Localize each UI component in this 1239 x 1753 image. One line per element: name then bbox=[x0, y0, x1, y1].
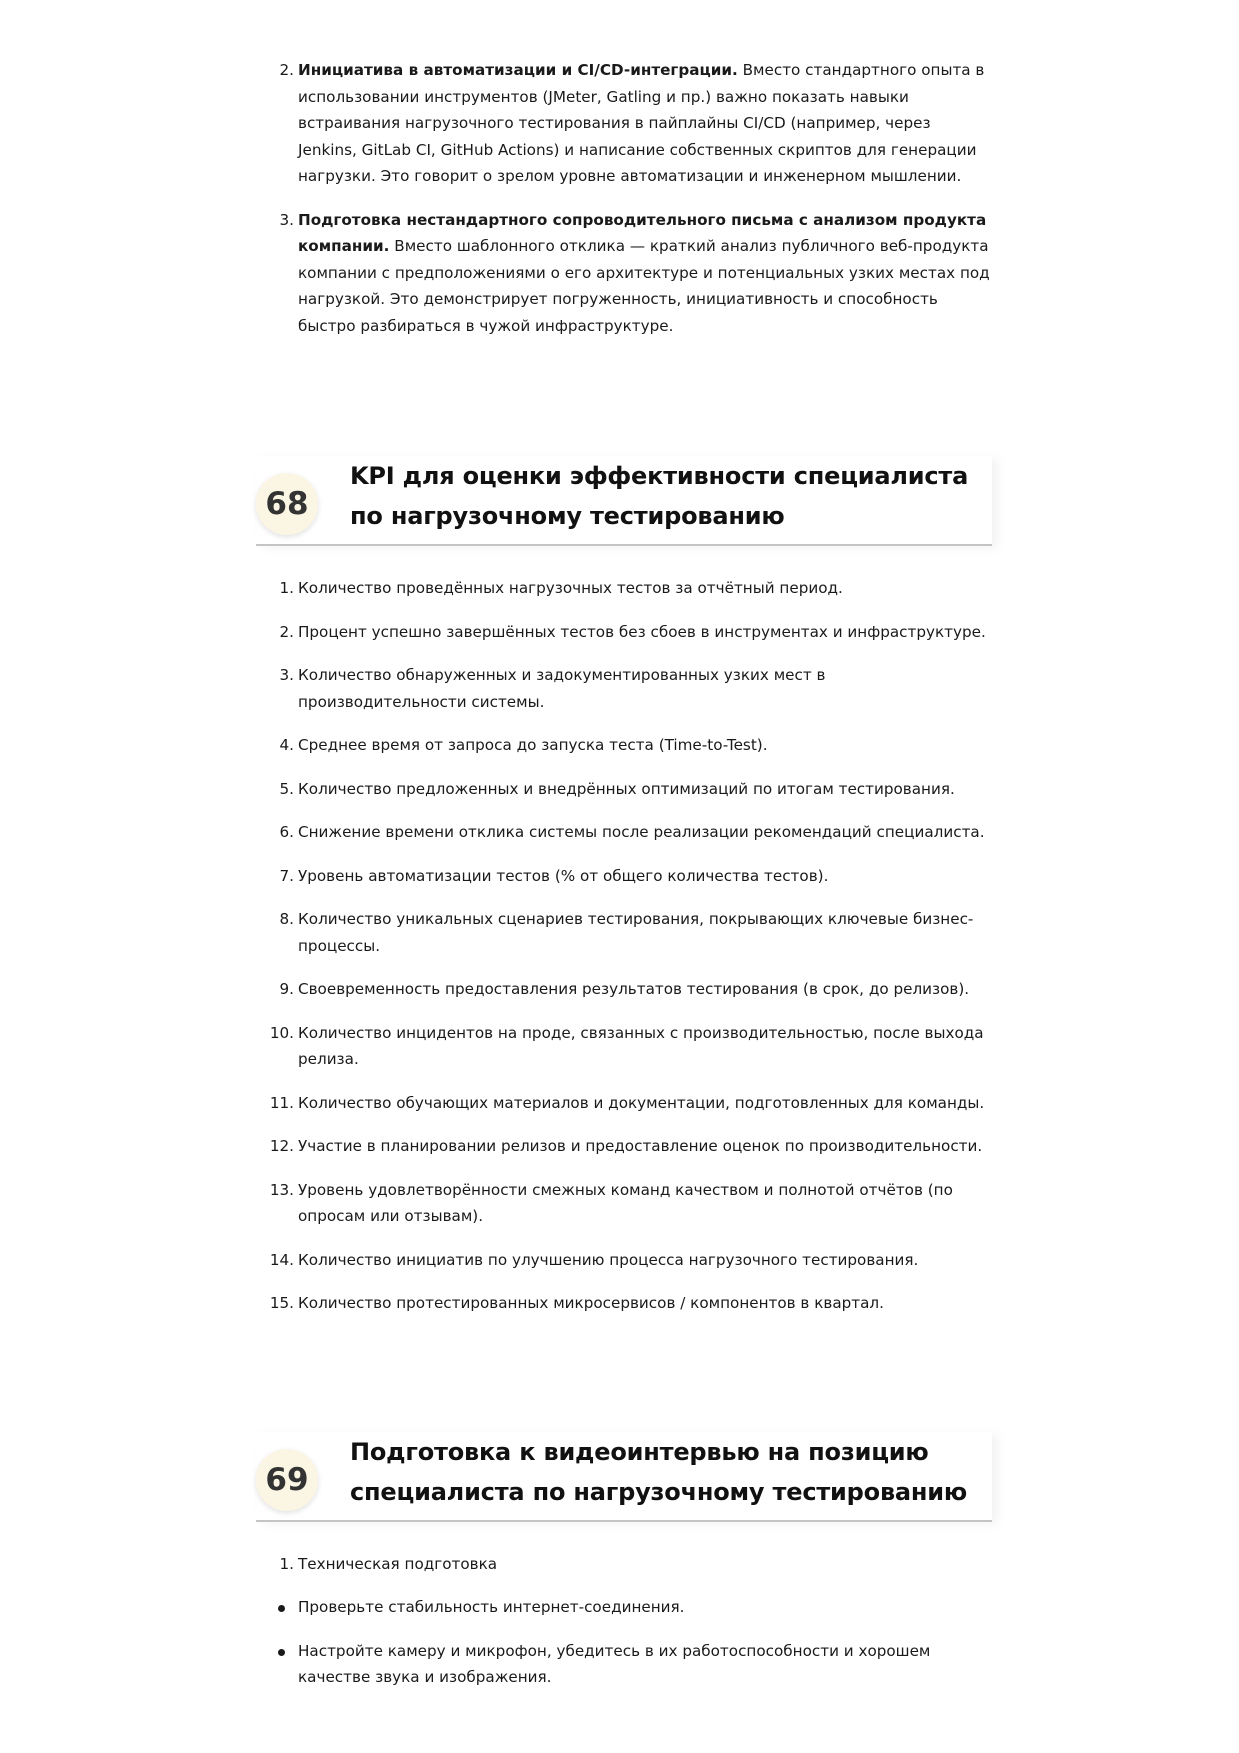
section-title: Подготовка к видеоинтервью на позицию специалиста по нагрузочному тестированию bbox=[350, 1438, 968, 1506]
list-item-text: Вместо шаблонного отклика — краткий анализ публичного веб-продукта компании с предположениями о его архитектуре и потенциальных узких местах под нагрузкой. Это демонстрирует погруженность, инициативность и способность быстро разбираться в чужой инфраструктуре. bbox=[298, 237, 990, 335]
list-item-text: Количество инцидентов на проде, связанных с производительностью, после выхода релиза. bbox=[298, 1023, 984, 1068]
list-number: 2. bbox=[279, 61, 294, 79]
list-item bbox=[256, 1551, 992, 1578]
section-number-badge: 68 bbox=[256, 473, 318, 535]
list-number: 1. bbox=[279, 579, 294, 597]
list-item bbox=[256, 976, 992, 1003]
list-item bbox=[256, 1247, 992, 1274]
list-item bbox=[256, 619, 992, 646]
list-number: 3. bbox=[279, 666, 294, 684]
list-number: 15. bbox=[269, 1294, 294, 1312]
section-header-68 bbox=[256, 456, 992, 546]
list-item-text: Уровень автоматизации тестов (% от общего количества тестов). bbox=[298, 866, 829, 885]
bullet-icon bbox=[278, 1605, 285, 1612]
list-item-bold: Инициатива в автоматизации и CI/CD-интеграции. bbox=[298, 61, 738, 79]
list-item bbox=[256, 732, 992, 759]
kpi-list bbox=[256, 575, 992, 1334]
list-item bbox=[256, 1090, 992, 1117]
list-item-text: Процент успешно завершённых тестов без сбоев в инструментах и инфраструктуре. bbox=[298, 622, 986, 641]
list-item-text: Среднее время от запроса до запуска теста (Time-to-Test). bbox=[298, 736, 768, 754]
list-item bbox=[256, 1594, 992, 1621]
section-number-badge: 69 bbox=[256, 1449, 318, 1511]
list-number: 3. bbox=[279, 210, 294, 229]
list-item bbox=[256, 1020, 992, 1073]
list-item bbox=[256, 776, 992, 803]
list-number: 11. bbox=[269, 1093, 294, 1112]
list-number: 2. bbox=[279, 622, 294, 641]
list-item bbox=[256, 863, 992, 890]
list-item-text: Уровень удовлетворённости смежных команд качеством и полнотой отчётов (по опросам или отзывам). bbox=[298, 1180, 953, 1225]
list-item-text: Проверьте стабильность интернет-соединения. bbox=[298, 1598, 685, 1616]
list-item-text: Количество уникальных сценариев тестирования, покрывающих ключевые бизнес-процессы. bbox=[298, 910, 974, 955]
list-item bbox=[256, 1290, 992, 1317]
list-item bbox=[256, 1177, 992, 1230]
list-number: 14. bbox=[269, 1250, 294, 1269]
list-number: 13. bbox=[269, 1180, 294, 1199]
list-item-text: Количество протестированных микросервисов / компонентов в квартал. bbox=[298, 1294, 884, 1312]
list-number: 10. bbox=[269, 1023, 294, 1042]
list-item-text: Участие в планировании релизов и предоставление оценок по производительности. bbox=[298, 1137, 983, 1155]
list-item bbox=[256, 906, 992, 959]
list-number: 1. bbox=[279, 1555, 294, 1573]
list-number: 9. bbox=[279, 980, 294, 998]
interview-prep-list bbox=[256, 1551, 992, 1595]
list-number: 7. bbox=[279, 866, 294, 885]
list-item-text: Своевременность предоставления результатов тестирования (в срок, до релизов). bbox=[298, 980, 970, 998]
list-item bbox=[256, 819, 992, 846]
list-item-text: Вместо стандартного опыта в использовании инструментов (JMeter, Gatling и пр.) важно показать навыки встраивания нагрузочного тестирования в пайплайны CI/CD (например, через Jenkins, GitLab CI, GitHub Actions) и написание собственных скриптов для генерации нагрузки. Это говорит о зрелом уровне автоматизации и инженерном мышлении. bbox=[298, 61, 985, 185]
list-item-text: Количество инициатив по улучшению процесса нагрузочного тестирования. bbox=[298, 1250, 919, 1269]
list-item bbox=[256, 575, 992, 602]
list-number: 4. bbox=[279, 736, 294, 754]
list-item bbox=[256, 1133, 992, 1160]
section-header-69 bbox=[256, 1432, 992, 1522]
list-number: 6. bbox=[279, 823, 294, 841]
list-item bbox=[256, 207, 992, 340]
list-item-text: Техническая подготовка bbox=[298, 1555, 498, 1573]
list-item-bold: Подготовка нестандартного сопроводительного письма с анализом продукта компании. bbox=[298, 210, 987, 255]
section-title: KPI для оценки эффективности специалиста по нагрузочному тестированию bbox=[350, 462, 969, 530]
bullet-icon bbox=[278, 1649, 285, 1656]
list-item-text: Снижение времени отклика системы после реализации рекомендаций специалиста. bbox=[298, 823, 985, 841]
list-item-text: Настройте камеру и микрофон, убедитесь в их работоспособности и хорошем качестве звука и изображения. bbox=[298, 1641, 931, 1686]
list-number: 12. bbox=[269, 1137, 294, 1155]
list-item bbox=[256, 662, 992, 715]
list-item-text: Количество обнаруженных и задокументированных узких мест в производительности системы. bbox=[298, 666, 826, 711]
list-item-text: Количество предложенных и внедрённых оптимизаций по итогам тестирования. bbox=[298, 779, 955, 798]
interview-prep-bullets bbox=[256, 1594, 992, 1708]
list-item-text: Количество проведённых нагрузочных тестов за отчётный период. bbox=[298, 579, 843, 597]
list-item-text: Количество обучающих материалов и документации, подготовленных для команды. bbox=[298, 1093, 985, 1112]
top-list bbox=[256, 57, 992, 356]
list-number: 5. bbox=[279, 779, 294, 798]
list-item bbox=[256, 1638, 992, 1691]
list-number: 8. bbox=[279, 910, 294, 928]
list-item bbox=[256, 57, 992, 190]
